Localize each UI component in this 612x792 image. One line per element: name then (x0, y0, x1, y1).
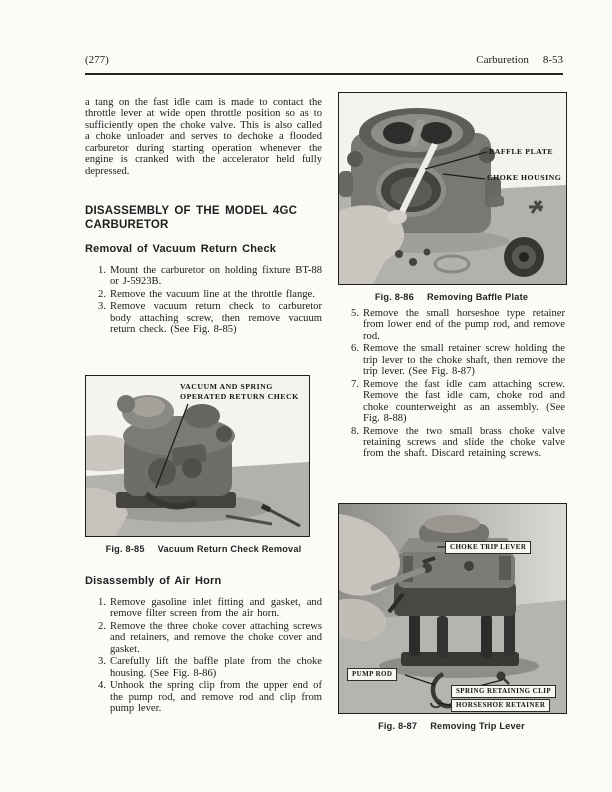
procedure-step: Remove vacuum return check to carburetor body attaching screw, then remove vacuum return check. (See Fig. 8-85) (110, 301, 322, 336)
procedure-step: Remove the small retainer screw holding the trip lever to the choke shaft, then remove the trip lever. (See Fig. 8-87) (363, 343, 565, 378)
vacuum-return-check-steps (85, 265, 322, 337)
figure-8-86-caption-title: Removing Baffle Plate (426, 292, 529, 302)
figure-8-85 (85, 375, 322, 554)
procedure-step: Remove gasoline inlet fitting and gasket, and remove filter screen from the air horn. (110, 597, 322, 620)
figure-8-86-choke-housing-label: CHOKE HOUSING (487, 173, 562, 182)
air-horn-steps (85, 597, 322, 716)
section-heading: DISASSEMBLY OF THE MODEL 4GC CARBURETOR (85, 205, 298, 231)
procedure-step: Remove the three choke cover attaching screws and retainers, and remove the choke cover and gasket. (110, 620, 322, 655)
figure-8-85-caption (85, 544, 322, 554)
figure-8-87-horseshoe-retainer-label: HORSESHOE RETAINER (451, 699, 550, 712)
running-header-page-number: 8-53 (542, 54, 563, 66)
page-folio: (277) (85, 54, 109, 66)
figure-8-86 (338, 92, 565, 302)
procedure-step: Remove the fast idle cam attaching screw. Remove the fast idle cam, choke rod and choke counterweight as an assembly. (See Fig. 8-88) (363, 378, 565, 425)
running-header-section: Carburetion (476, 54, 529, 66)
figure-8-87-spring-retaining-clip-label: SPRING RETAINING CLIP (451, 685, 556, 698)
procedure-step: Unhook the spring clip from the upper end of the pump rod, and remove rod and clip from pump lever. (110, 680, 322, 715)
procedure-step: Mount the carburetor on holding fixture BT-88 or J-5923B. (110, 265, 322, 288)
figure-8-87-pump-rod-label: PUMP ROD (347, 668, 397, 681)
figure-8-87-caption-title: Removing Trip Lever (430, 721, 525, 731)
carburetor-photo-illustration (339, 93, 566, 284)
figure-8-86-photo (338, 92, 567, 285)
figure-8-85-caption-title: Vacuum Return Check Removal (157, 544, 302, 554)
figure-8-87-caption (338, 721, 565, 731)
figure-8-87-caption-number: Fig. 8-87 (378, 721, 418, 731)
running-header (476, 54, 563, 66)
intro-paragraph: a tang on the fast idle cam is made to contact the throttle lever at wide open throttle position so as to sufficiently open the choke valve. This is also called a choke unloader and serves to dechoke a flooded carburetor during starting operation whenever the engine is cranked with the accelerator held fully depressed. (85, 97, 322, 177)
subheading-vacuum-return-check: Removal of Vacuum Return Check (85, 243, 277, 255)
figure-8-87 (338, 503, 565, 731)
left-column (85, 97, 322, 757)
procedure-step: Remove the two small brass choke valve retaining screws and slide the choke valve from the shaft. Discard retaining screws. (363, 425, 565, 460)
figure-8-86-baffle-plate-label: BAFFLE PLATE (489, 147, 554, 156)
figure-8-86-caption-number: Fig. 8-86 (374, 292, 414, 302)
figure-8-85-caption-number: Fig. 8-85 (105, 544, 145, 554)
procedure-step: Carefully lift the baffle plate from the choke housing. (See Fig. 8-86) (110, 656, 322, 679)
carburetor-photo-illustration (339, 504, 566, 713)
figure-8-87-photo (338, 503, 567, 714)
subheading-air-horn: Disassembly of Air Horn (85, 575, 222, 587)
figure-8-85-callout-label: VACUUM AND SPRING OPERATED RETURN CHECK (180, 382, 299, 401)
figure-8-87-choke-trip-lever-label: CHOKE TRIP LEVER (445, 541, 531, 554)
right-column (338, 92, 565, 757)
header-rule (85, 73, 563, 75)
disassembly-steps-continued (338, 308, 565, 461)
procedure-step: Remove the small horseshoe type retainer from lower end of the pump rod, and remove rod. (363, 308, 565, 342)
figure-8-86-caption (338, 292, 565, 302)
procedure-step: Remove the vacuum line at the throttle flange. (110, 288, 315, 300)
figure-8-85-photo (85, 375, 310, 537)
